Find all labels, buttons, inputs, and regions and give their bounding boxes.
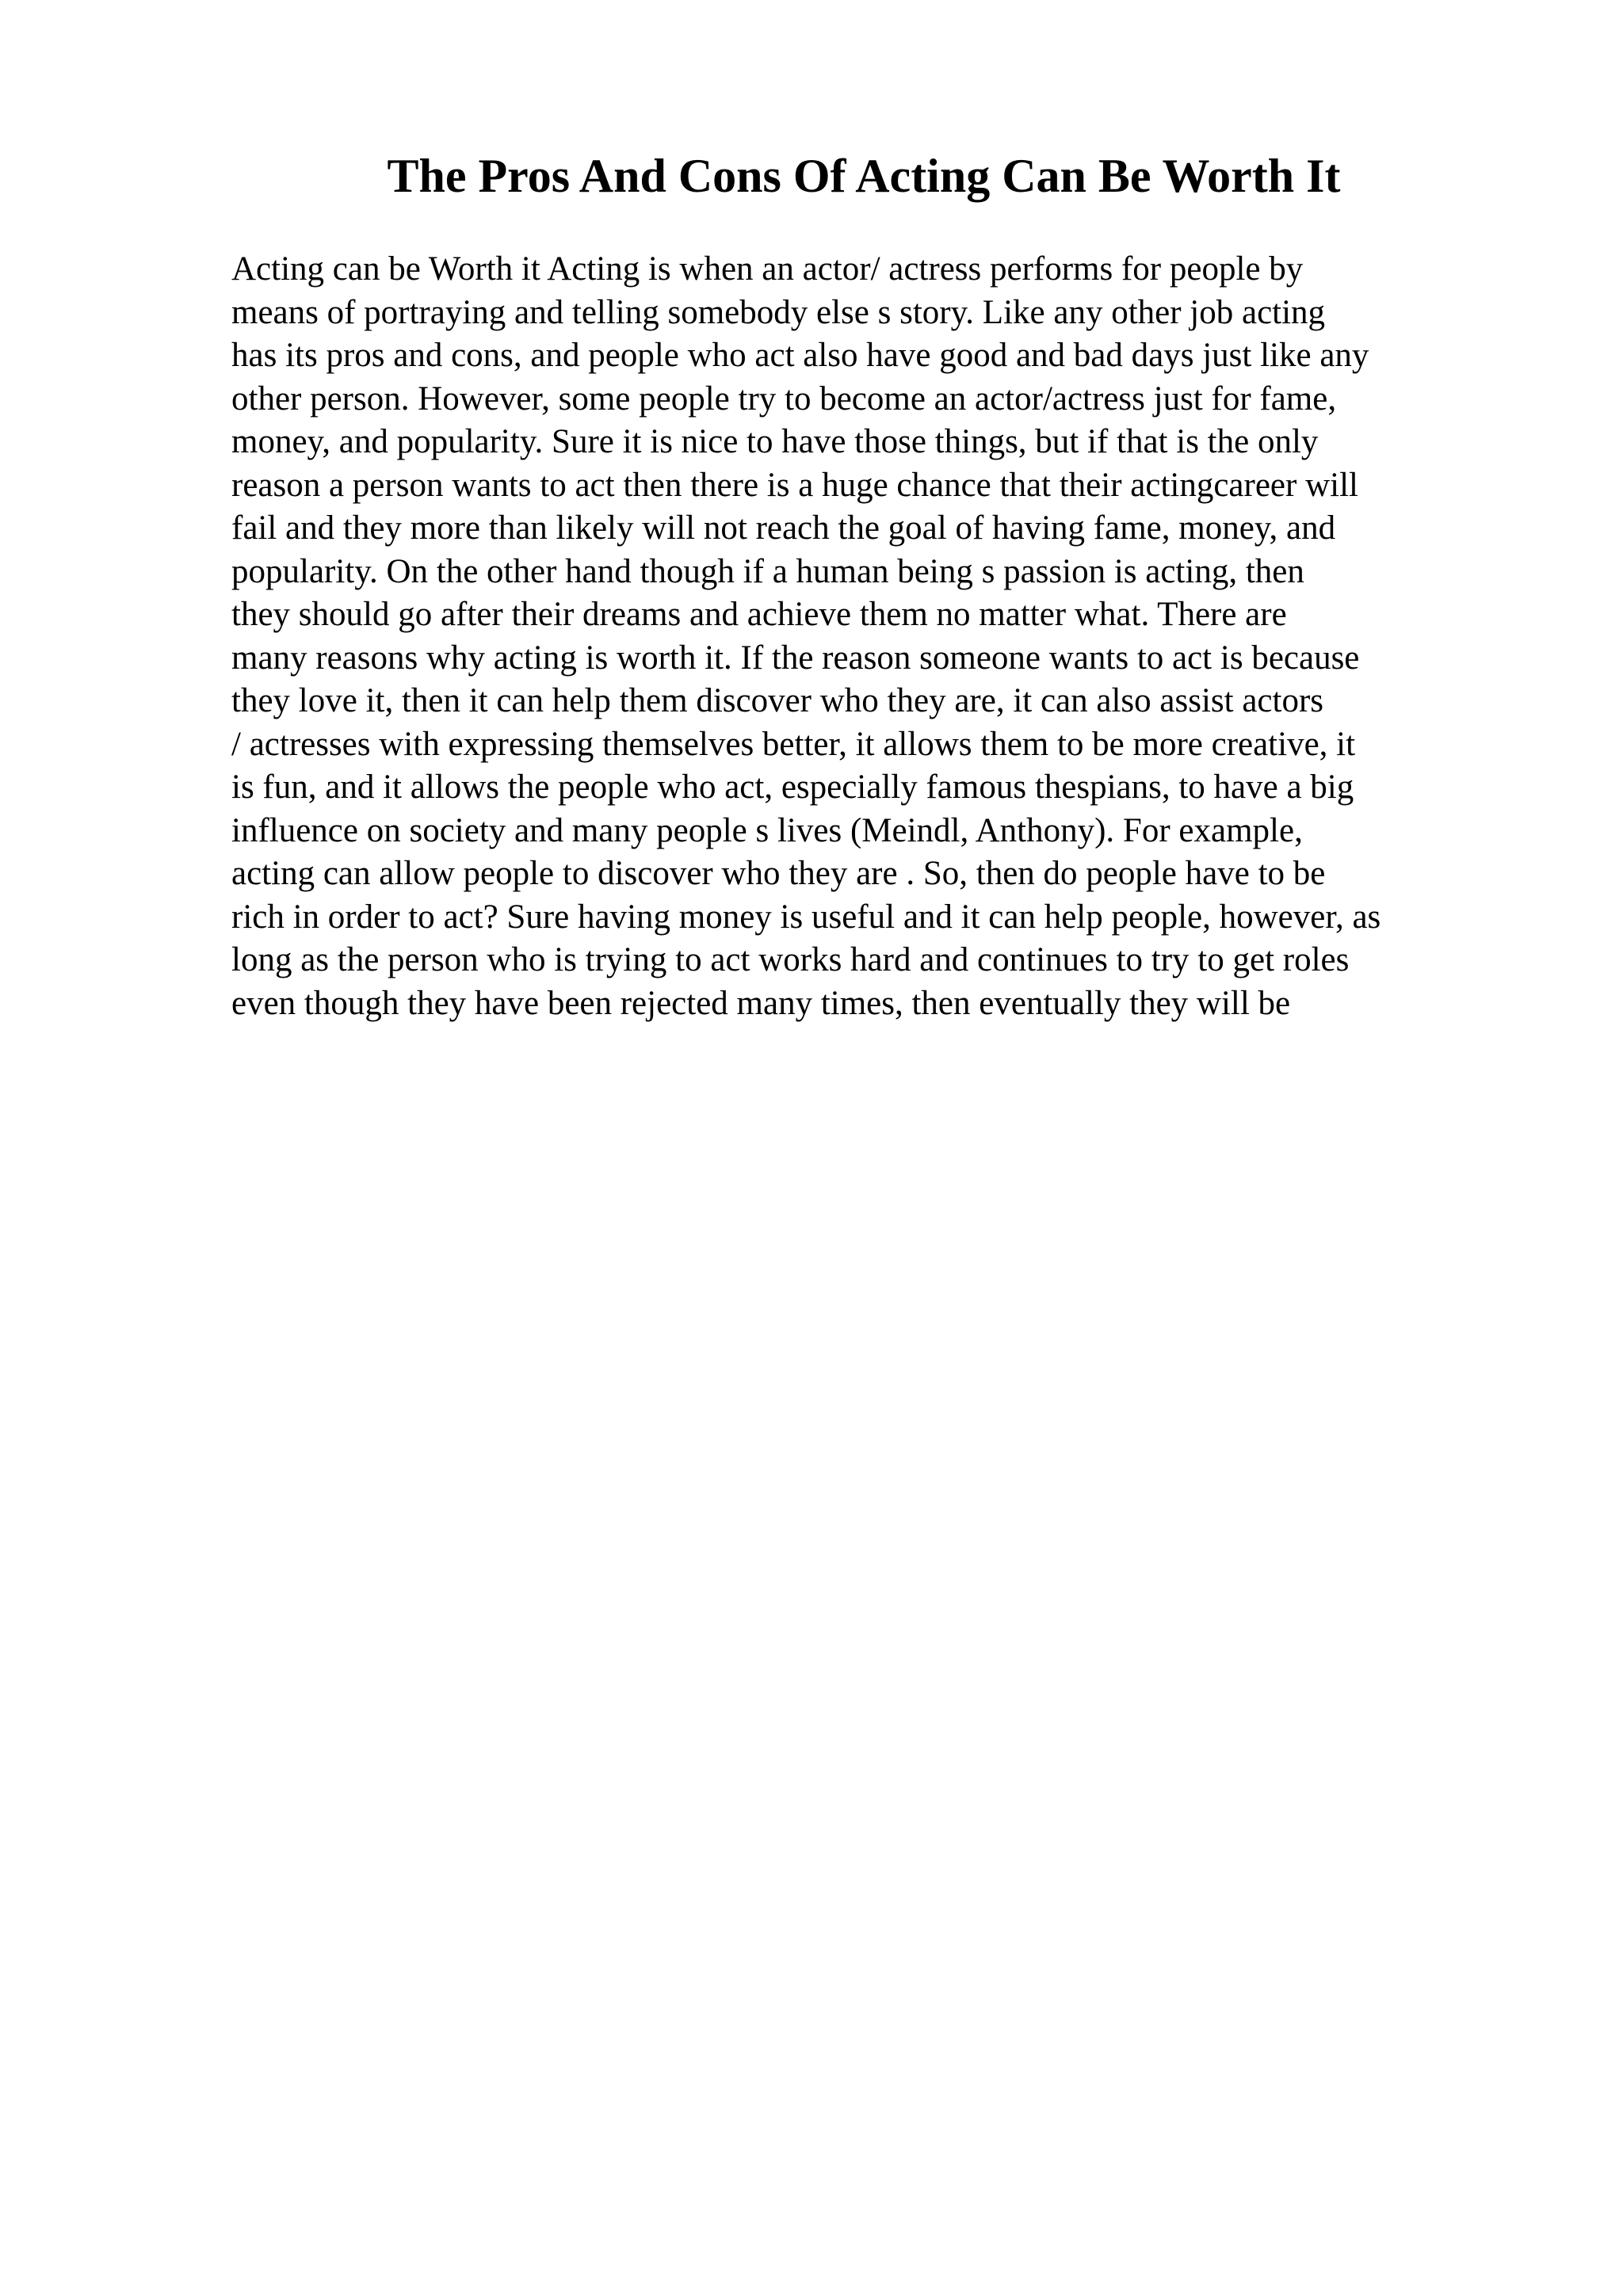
body-line: money, and popularity. Sure it is nice to have those things, but if that is the only <box>231 423 1319 460</box>
body-line: other person. However, some people try to become an actor/actress just for fame, <box>231 379 1337 418</box>
body-line: even though they have been rejected many times, then eventually they will be <box>231 984 1291 1022</box>
body-line: many reasons why acting is worth it. If the reason someone wants to act is because <box>231 639 1360 677</box>
body-line: means of portraying and telling somebody else s story. Like any other job acting <box>231 293 1326 331</box>
body-line: influence on society and many people s lives (Meindl, Anthony). For example, <box>231 811 1303 849</box>
body-line: reason a person wants to act then there is a huge chance that their actingcareer will <box>231 466 1358 504</box>
body-line: fail and they more than likely will not reach the goal of having fame, money, and <box>231 509 1336 547</box>
body-line: / actresses with expressing themselves better, it allows them to be more creative, it <box>231 725 1356 763</box>
body-line: long as the person who is trying to act works hard and continues to try to get roles <box>231 941 1350 978</box>
body-line: popularity. On the other hand though if a human being s passion is acting, then <box>231 552 1304 590</box>
body-line: they love it, then it can help them discover who they are, it can also assist actors <box>231 682 1323 719</box>
body-line: has its pros and cons, and people who act also have good and bad days just like any <box>231 337 1369 374</box>
body-line: is fun, and it allows the people who act, especially famous thespians, to have a big <box>231 769 1354 806</box>
document-title: The Pros And Cons Of Acting Can Be Worth It <box>387 150 1341 202</box>
body-line: they should go after their dreams and achieve them no matter what. There are <box>231 596 1287 633</box>
document-body <box>231 248 1499 1025</box>
body-line: Acting can be Worth it Acting is when an actor/ actress performs for people by <box>231 250 1304 288</box>
body-line: acting can allow people to discover who they are . So, then do people have to be <box>231 855 1326 892</box>
body-line: rich in order to act? Sure having money is useful and it can help people, however, as <box>231 898 1381 936</box>
